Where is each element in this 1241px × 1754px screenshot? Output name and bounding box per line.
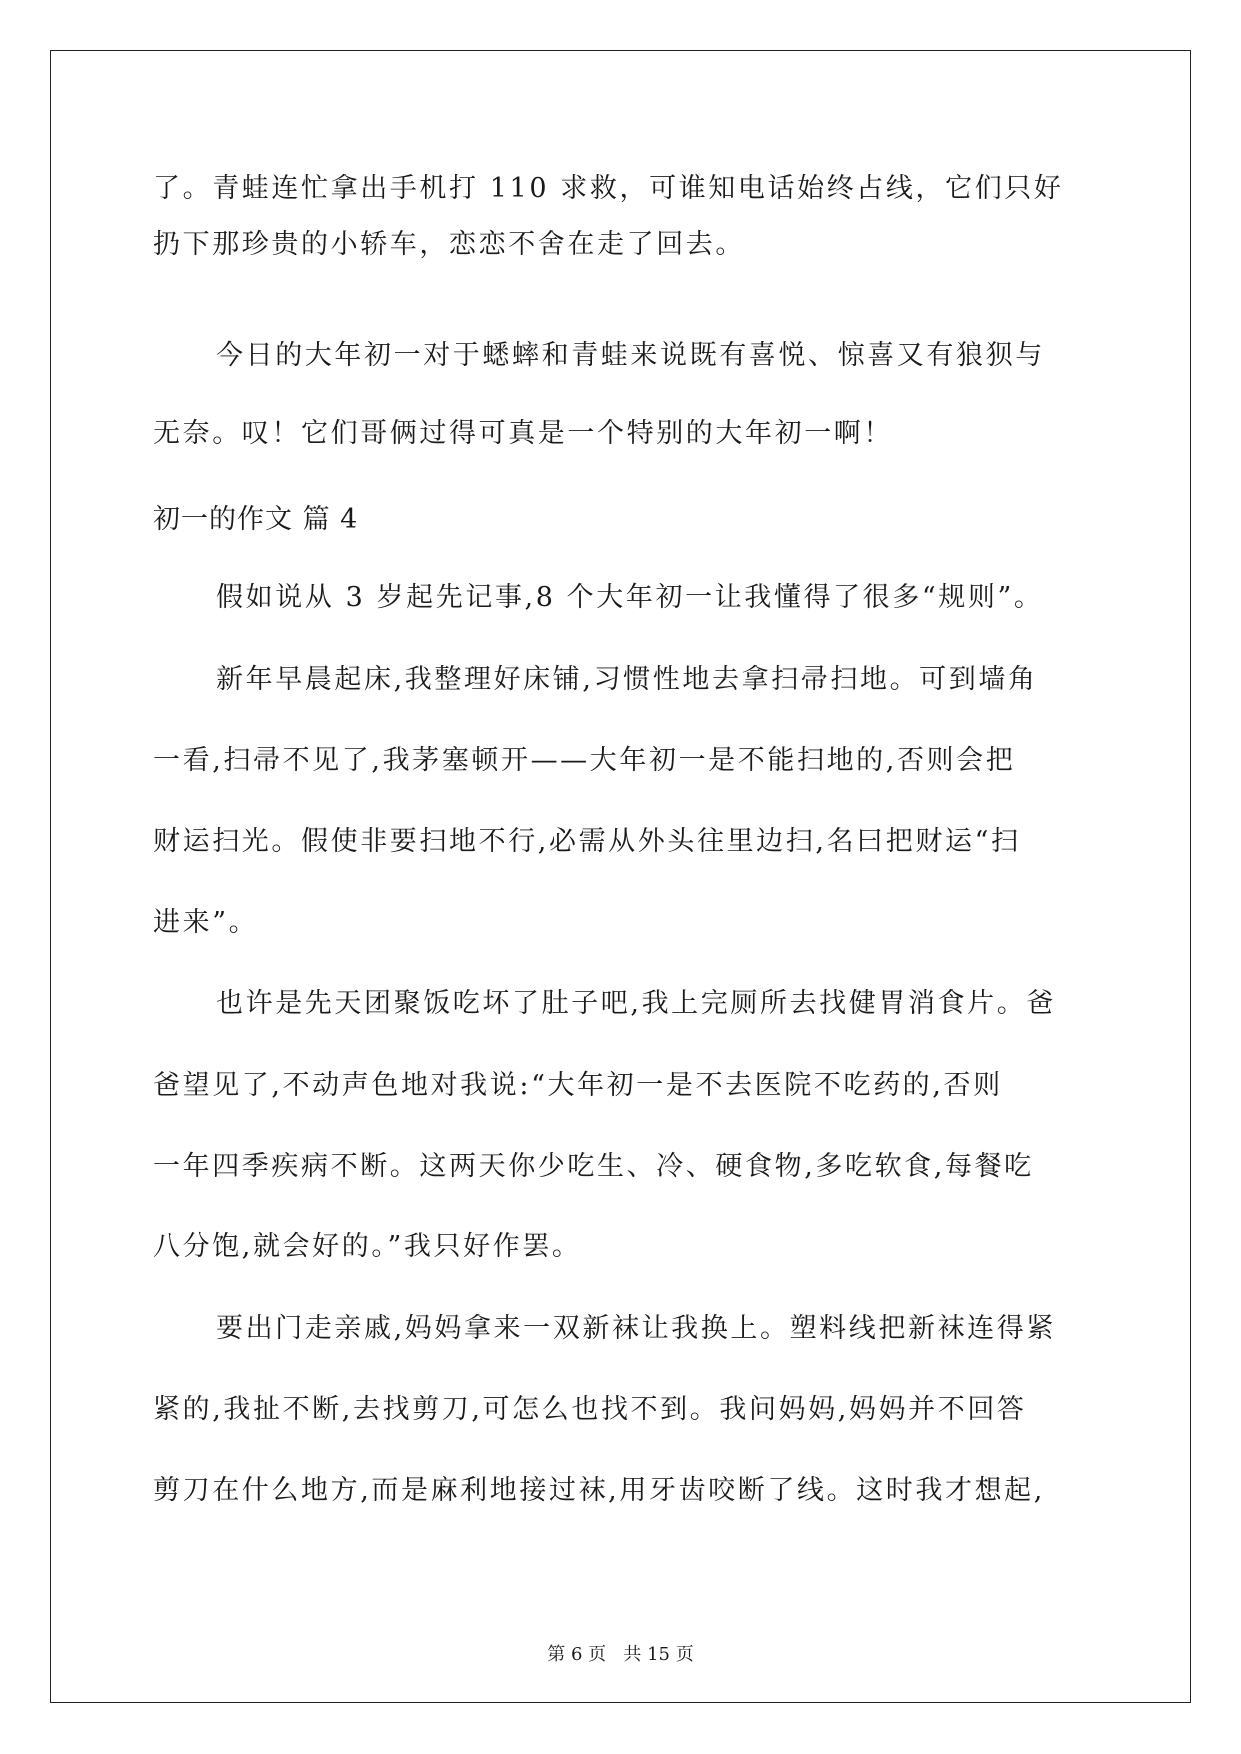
page-border [50, 50, 1191, 1703]
text-line: 假如说从 3 岁起先记事,8 个大年初一让我懂得了很多“规则”。 [216, 582, 1044, 613]
text-line: 要出门走亲戚,妈妈拿来一双新袜让我换上。塑料线把新袜连得紧 [216, 1313, 1056, 1344]
text-line: 八分饱,就会好的。”我只好作罢。 [153, 1231, 582, 1262]
text-line: 今日的大年初一对于蟋蟀和青蛙来说既有喜悦、惊喜又有狼狈与 [216, 340, 1045, 371]
text-line: 财运扫光。假使非要扫地不行,必需从外头往里边扫,名曰把财运“扫 [153, 826, 1021, 857]
text-line: 了。青蛙连忙拿出手机打 110 求救，可谁知电话始终占线，它们只好 [153, 173, 1064, 204]
text-line: 新年早晨起床,我整理好床铺,习惯性地去拿扫帚扫地。可到墙角 [216, 664, 1038, 695]
text-line: 一年四季疾病不断。这两天你少吃生、冷、硬食物,多吃软食,每餐吃 [153, 1151, 1034, 1182]
text-line: 一看,扫帚不见了,我茅塞顿开——大年初一是不能扫地的,否则会把 [153, 745, 1016, 776]
text-line: 无奈。叹！它们哥俩过得可真是一个特别的大年初一啊！ [153, 418, 893, 449]
text-line: 进来”。 [153, 907, 259, 938]
text-line: 紧的,我扯不断,去找剪刀,可怎么也找不到。我问妈妈,妈妈并不回答 [153, 1394, 1027, 1425]
text-line: 扔下那珍贵的小轿车，恋恋不舍在走了回去。 [153, 229, 745, 260]
text-line: 也许是先天团聚饭吃坏了肚子吧,我上完厕所去找健胃消食片。爸 [216, 988, 1056, 1019]
text-line: 爸望见了,不动声色地对我说:“大年初一是不去医院不吃药的,否则 [153, 1070, 1003, 1101]
page-footer: 第 6 页 共 15 页 [547, 1644, 694, 1665]
text-line: 剪刀在什么地方,而是麻利地接过袜,用牙齿咬断了线。这时我才想起, [153, 1475, 1045, 1506]
section-heading: 初一的作文 篇 4 [153, 504, 359, 535]
